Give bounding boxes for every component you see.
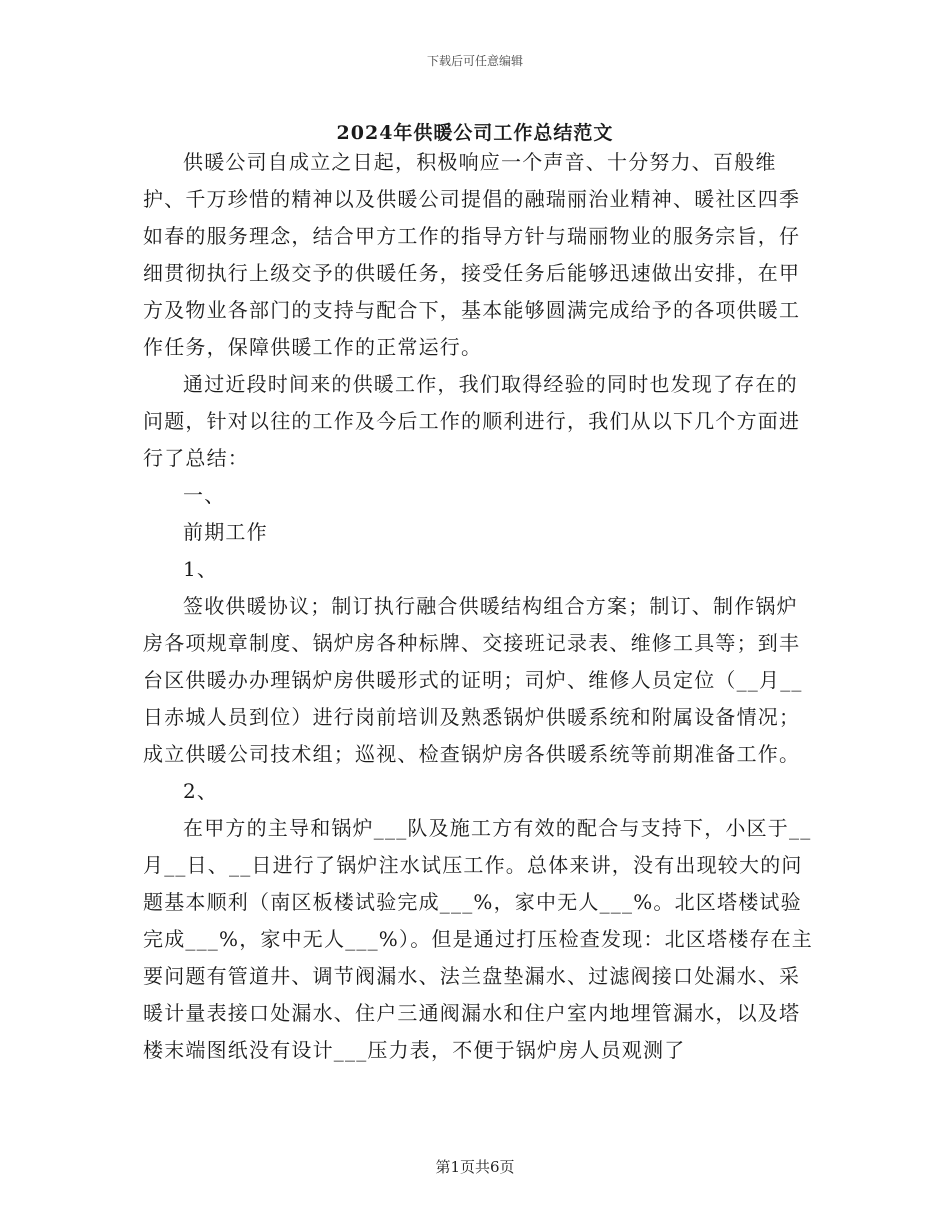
document-body [143, 144, 813, 1069]
section-heading-early-work: 前期工作 [183, 520, 268, 544]
document-title: 2024年供暖公司工作总结范文 [336, 122, 614, 144]
paragraph-summary-lead: 通过近段时间来的供暖工作，我们取得经验的同时也发现了存在的问题，针对以往的工作及今后工作的顺利进行，我们从以下几个方面进行了总结： [143, 372, 801, 470]
paragraph-intro: 供暖公司自成立之日起，积极响应一个声音、十分努力、百般维护、千万珍惜的精神以及供暖公司提倡的融瑞丽治业精神、暖社区四季如春的服务理念，结合甲方工作的指导方针与瑞丽物业的服务宗旨，仔细贯彻执行上级交予的供暖任务，接受任务后能够迅速做出安排，在甲方及物业各部门的支持与配合下，基本能够圆满完成给予的各项供暖工作任务，保障供暖工作的正常运行。 [143, 150, 801, 359]
section-number-1: 一、 [183, 483, 226, 507]
item-number-2: 2、 [183, 779, 219, 803]
paragraph-item-1: 签收供暖协议；制订执行融合供暖结构组合方案；制订、制作锅炉房各项规章制度、锅炉房各种标牌、交接班记录表、维修工具等；到丰台区供暖办办理锅炉房供暖形式的证明；司炉、维修人员定位（__月__日赤城人员到位）进行岗前培训及熟悉锅炉供暖系统和附属设备情况；成立供暖公司技术组；巡视、检查锅炉房各供暖系统等前期准备工作。 [143, 594, 803, 766]
page-header-note: 下载后可任意编辑 [426, 54, 523, 68]
page-footer-number: 第1页共6页 [435, 1158, 515, 1176]
item-number-1: 1、 [183, 557, 219, 581]
paragraph-item-2: 在甲方的主导和锅炉___队及施工方有效的配合与支持下，小区于__月__日、__日进行了锅炉注水试压工作。总体来讲，没有出现较大的问题基本顺利（南区板楼试验完成___%，家中无人___%。北区塔楼试验完成___%，家中无人___%）。但是通过打压检查发现：北区塔楼存在主要问题有管道井、调节阀漏水、法兰盘垫漏水、过滤阀接口处漏水、采暖计量表接口处漏水、住户三通阀漏水和住户室内地埋管漏水，以及塔楼末端图纸没有设计___压力表，不便于锅炉房人员观测了 [143, 816, 814, 1062]
